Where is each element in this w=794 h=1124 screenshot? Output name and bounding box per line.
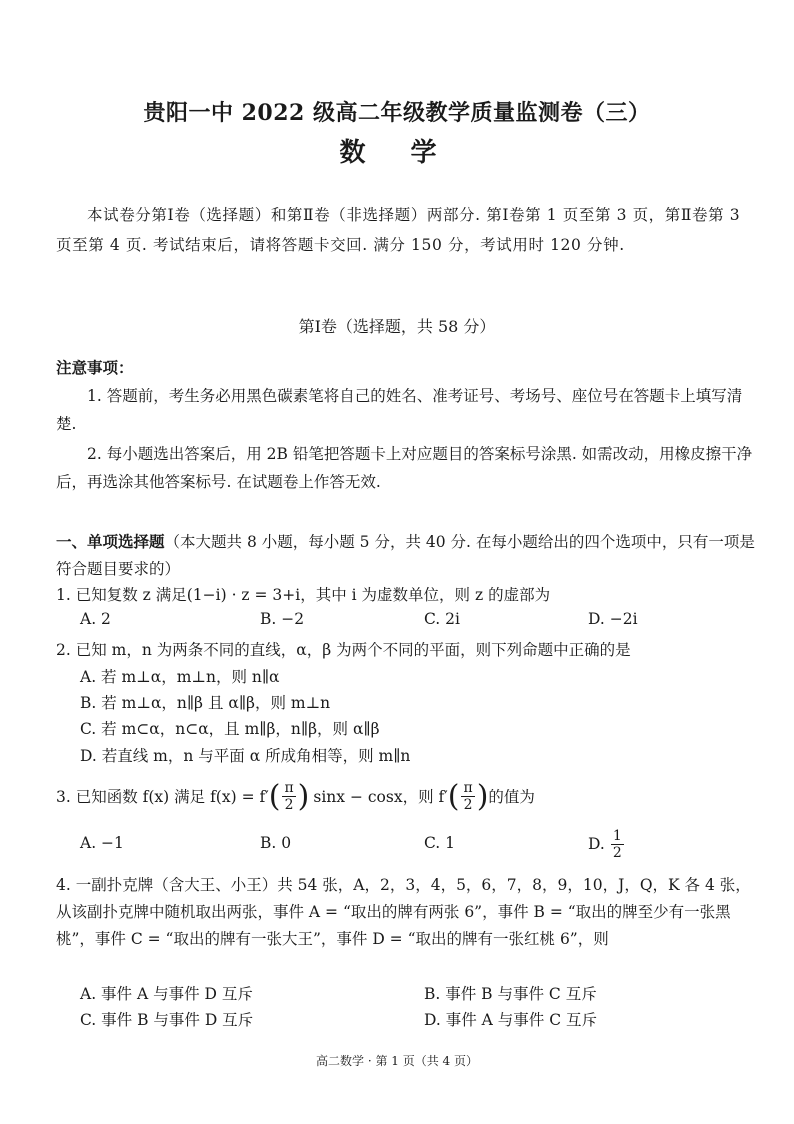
- notice-item-2: 2. 每小题选出答案后，用 2B 铅笔把答题卡上对应题目的答案标号涂黑. 如需改动，用橡皮擦干净后，再选涂其他答案标号. 在试题卷上作答无效.: [56, 445, 753, 491]
- question-1-stem: 1. 已知复数 z 满足(1−i) · z = 3+i，其中 i 为虚数单位，则 z 的虚部为: [56, 586, 551, 604]
- question-3-stem-post: 的值为: [488, 788, 535, 806]
- pi-over-2-fraction: [282, 780, 295, 813]
- notice-title: 注意事项：: [56, 358, 134, 377]
- question-2-option-a: A. 若 m⊥α，m⊥n，则 n∥α: [80, 668, 280, 686]
- question-4-option-b: B. 事件 B 与事件 C 互斥: [424, 985, 597, 1003]
- question-3-stem-mid: sinx − cosx，则 f′: [313, 788, 448, 806]
- question-4-option-d: D. 事件 A 与事件 C 互斥: [424, 1011, 597, 1029]
- question-4-stem: 4. 一副扑克牌（含大王、小王）共 54 张，A，2，3，4，5，6，7，8，9，10，J，Q，K 各 4 张，从该副扑克牌中随机取出两张，事件 A = “取出的牌有两张 6”，事件 B = “取出的牌至少有一张黑桃”，事件 C = “取出的牌有一张大王”，事件 D = “取出的牌有一张红桃 6”，则: [56, 876, 751, 948]
- question-2-option-b: B. 若 m⊥α，n∥β 且 α∥β，则 m⊥n: [80, 694, 331, 712]
- question-4-option-a: A. 事件 A 与事件 D 互斥: [80, 985, 253, 1003]
- fraction-numerator: π: [463, 779, 473, 796]
- question-1-option-b: B. −2: [260, 610, 305, 628]
- question-1-option-c: C. 2i: [424, 610, 460, 628]
- pi-over-2-fraction: [461, 780, 474, 813]
- fraction-denominator: 2: [463, 796, 473, 813]
- question-3-option-a: A. −1: [80, 834, 124, 852]
- part-heading-label: 一、单项选择题: [56, 532, 165, 551]
- part-heading: [56, 528, 766, 583]
- fraction-denominator: 2: [612, 844, 622, 861]
- section-title: 第Ⅰ卷（选择题，共 58 分）: [298, 317, 496, 336]
- question-3-option-d-label: D.: [588, 835, 605, 853]
- part-heading-desc: （本大题共 8 小题，每小题 5 分，共 40 分. 在每小题给出的四个选项中，只有一项是符合题目要求的）: [56, 533, 755, 578]
- question-1-option-d: D. −2i: [588, 610, 638, 628]
- question-2-option-c: C. 若 m⊂α，n⊂α，且 m∥β，n∥β，则 α∥β: [80, 720, 380, 738]
- question-2-option-d: D. 若直线 m，n 与平面 α 所成角相等，则 m∥n: [80, 747, 411, 765]
- question-3-option-d: [588, 822, 626, 866]
- notice-item-1: 1. 答题前，考生务必用黑色碳素笔将自己的姓名、准考证号、考场号、座位号在答题卡上填写清楚.: [56, 387, 743, 433]
- exam-title: 贵阳一中 2022 级高二年级教学质量监测卷（三）: [143, 100, 651, 126]
- page-footer: 高二数学 · 第 1 页（共 4 页）: [316, 1054, 478, 1068]
- question-3-stem: 3. 已知函数 f(x) 满足 f(x) = f′ ( $\frac{\pi}{2}$ ) sinx − cosx，则 f′ ( $\frac{\pi}{2}$ ) 的值为: [56, 778, 535, 814]
- subject-title: 数 学: [339, 138, 455, 168]
- fraction-denominator: 2: [284, 796, 294, 813]
- question-2-stem: 2. 已知 m，n 为两条不同的直线，α，β 为两个不同的平面，则下列命题中正确的是: [56, 641, 631, 659]
- question-3-stem-pre: 3. 已知函数 f(x) 满足 f(x) = f′: [56, 788, 269, 806]
- question-3-option-b: B. 0: [260, 834, 292, 852]
- question-3-option-c: C. 1: [424, 834, 456, 852]
- question-4-option-c: C. 事件 B 与事件 D 互斥: [80, 1011, 254, 1029]
- one-half-fraction: [611, 828, 624, 861]
- fraction-numerator: π: [284, 779, 294, 796]
- exam-intro: 本试卷分第Ⅰ卷（选择题）和第Ⅱ卷（非选择题）两部分. 第Ⅰ卷第 1 页至第 3 页，第Ⅱ卷第 3 页至第 4 页. 考试结束后，请将答题卡交回. 满分 150 分，考试用时 120 分钟.: [56, 206, 741, 254]
- question-1-option-a: A. 2: [80, 610, 111, 628]
- fraction-numerator: 1: [612, 827, 622, 844]
